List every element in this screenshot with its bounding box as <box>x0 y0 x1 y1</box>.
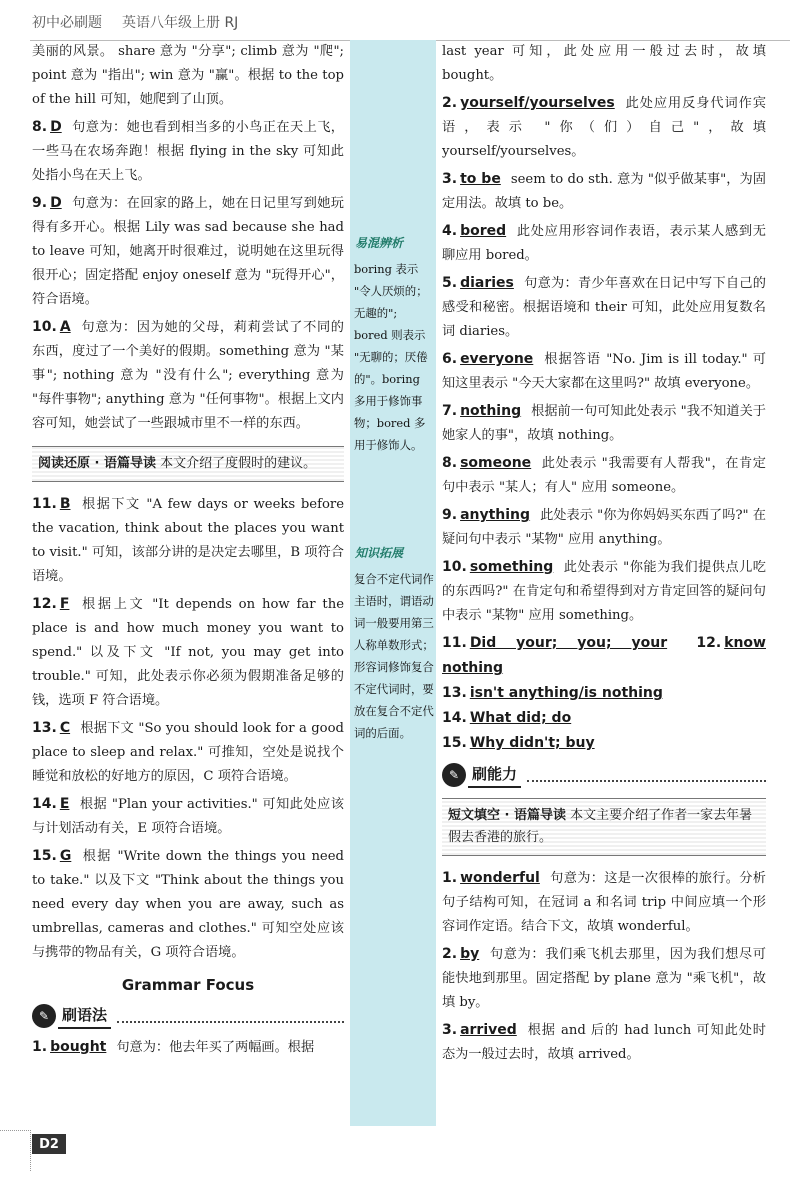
ability-badge <box>442 762 766 788</box>
series-title: 初中必刷题 <box>32 15 102 31</box>
grammar-focus-heading: Grammar Focus <box>121 976 255 994</box>
answer-item-10: 10. A 句意为：因为她的父母，莉莉尝试了不同的东西，度过了一个美好的假期。something 意为 "某事"; nothing 意为 "没有什么"; everything 意为 "每件事物"; anything 意为 "任何事物"。根据上文内容可知，她尝试了一些跟城市里不一样的东西。 <box>32 319 344 431</box>
grammar-item-7: 7. nothing 根据前一句可知此处表示 "我不知道关于她家人的事"，故填 nothing。 <box>442 403 766 443</box>
section-label: 短文填空 · 语篇导读 <box>448 808 566 823</box>
grammar-item-8: 8. someone 此处表示 "我需要有人帮我"，在肯定句中表示 "某人；有人" 应用 someone。 <box>442 455 766 495</box>
short-answer-13: 13. isn't anything/is nothing <box>442 685 663 701</box>
left-column <box>32 40 344 1063</box>
badge-label: 刷能力 <box>468 762 521 788</box>
page-number: D2 <box>32 1134 66 1154</box>
cloze-item-3: 3. arrived 根据 and 后的 had lunch 可知此处时态为一般过去时，故填 arrived。 <box>442 1022 766 1062</box>
cloze-item-2: 2. by 句意为：我们乘飞机去那里，因为我们想尽可能快地到那里。固定搭配 by plane 意为 "乘飞机"，故填 by。 <box>442 946 766 1010</box>
short-answer-11-12: 11. Did your; you; your 12. know nothing <box>442 635 766 676</box>
answer-item-12: 12. F 根据上文 "It depends on how far the place is and how much money you want to spend." 以及下文 "If not, you may get into trouble." 可知，此处表示你必须为假期准备足够的钱，选项 F 符合语境。 <box>32 596 344 708</box>
grammar-item-5: 5. diaries 句意为：青少年喜欢在日记中写下自己的感受和秘密。根据语境和 their 可知，此处应用复数名词 diaries。 <box>442 275 766 339</box>
badge-label: 刷语法 <box>58 1003 111 1029</box>
grammar-item-10: 10. something 此处表示 "你能为我们提供点儿吃的东西吗?" 在肯定句和希望得到对方肯定回答的疑问句中表示 "某物" 应用 something。 <box>442 559 766 623</box>
grammar-item-2: 2. yourself/yourselves 此处应用反身代词作宾语，表示 "你（们）自己"，故填 yourself/yourselves。 <box>442 95 766 159</box>
answer-item-11: 11. B 根据下文 "A few days or weeks before the vacation, think about the places you want to visit." 可知，该部分讲的是决定去哪里，B 项符合语境。 <box>32 496 344 584</box>
reading-section-bar <box>32 446 344 482</box>
continued-paragraph: last year 可知，此处应用一般过去时，故填 bought。 <box>442 44 766 83</box>
dotted-rule <box>527 768 766 782</box>
page-header <box>30 6 790 36</box>
pencil-icon: ✎ <box>442 763 466 787</box>
answer-item-14: 14. E 根据 "Plan your activities." 可知此处应该与计划活动有关，E 项符合语境。 <box>32 796 344 836</box>
short-answer-14: 14. What did; do <box>442 710 572 726</box>
note-confusable: boring 表示 "令人厌烦的；无趣的"; bored 则表示 "无聊的；厌倦的"。boring 多用于修饰事物；bored 多用于修饰人。 <box>354 262 428 452</box>
footer-decoration <box>0 1130 31 1171</box>
cloze-item-1: 1. wonderful 句意为：这是一次很棒的旅行。分析句子结构可知，在冠词 a 和名词 trip 中间应填一个形容词作定语。结合下文，故填 wonderful。 <box>442 870 766 934</box>
grammar-item-4: 4. bored 此处应用形容词作表语，表示某人感到无聊应用 bored。 <box>442 223 766 263</box>
section-intro: 本文主要介绍了作者一家去年暑假去香港的旅行。 <box>448 808 753 845</box>
answer-item-9: 9. D 句意为：在回家的路上，她在日记里写到她玩得有多开心。根据 Lily was sad because she had to leave 可知，她离开时很难过，说明她在这里玩得很开心；固定搭配 enjoy oneself 意为 "玩得开心"，符合语境。 <box>32 195 344 307</box>
right-column <box>442 40 766 1070</box>
answer-item-13: 13. C 根据下文 "So you should look for a good place to sleep and relax." 可推知，空处是说找个睡觉和放松的好地方的原因，C 项符合语境。 <box>32 720 344 784</box>
section-intro: 本文介绍了度假时的建议。 <box>160 456 317 471</box>
grammar-item-9: 9. anything 此处表示 "你为你妈妈买东西了吗?" 在疑问句中表示 "某物" 应用 anything。 <box>442 507 766 547</box>
answer-item-8: 8. D 句意为：她也看到相当多的小鸟正在天上飞，一些马在农场奔跑！根据 flying in the sky 可知此处指小鸟在天上飞。 <box>32 119 344 183</box>
dotted-rule <box>117 1009 344 1023</box>
note-title-confusable: 易混辨析 <box>355 236 404 250</box>
note-title-extension: 知识拓展 <box>355 546 404 560</box>
grammar-item-1: 1. bought 句意为：他去年买了两幅画。根据 <box>32 1039 315 1055</box>
grammar-badge <box>32 1003 344 1029</box>
grammar-item-3: 3. to be seem to do sth. 意为 "似乎做某事"，为固定用法。故填 to be。 <box>442 171 766 211</box>
pencil-icon: ✎ <box>32 1004 56 1028</box>
grammar-item-6: 6. everyone 根据答语 "No. Jim is ill today." 可知这里表示 "今天大家都在这里吗?" 故填 everyone。 <box>442 351 766 391</box>
cloze-section-bar <box>442 798 766 856</box>
short-answer-15: 15. Why didn't; buy <box>442 735 595 751</box>
note-extension: 复合不定代词作主语时，谓语动词一般要用第三人称单数形式；形容词修饰复合不定代词时，要放在复合不定代词的后面。 <box>354 572 434 740</box>
book-title: 英语八年级上册 RJ <box>122 15 239 31</box>
section-label: 阅读还原 · 语篇导读 <box>38 456 156 471</box>
intro-paragraph: 美丽的风景。 share 意为 "分享"; climb 意为 "爬"; point 意为 "指出"; win 意为 "赢"。根据 to the top of the hill 可知，她爬到了山顶。 <box>32 44 344 107</box>
answer-item-15: 15. G 根据 "Write down the things you need to take." 以及下文 "Think about the things you need every day when you are away, such as umbrellas, cameras and clothes." 可知空处应该与携带的物品有关，G 项符合语境。 <box>32 848 344 960</box>
